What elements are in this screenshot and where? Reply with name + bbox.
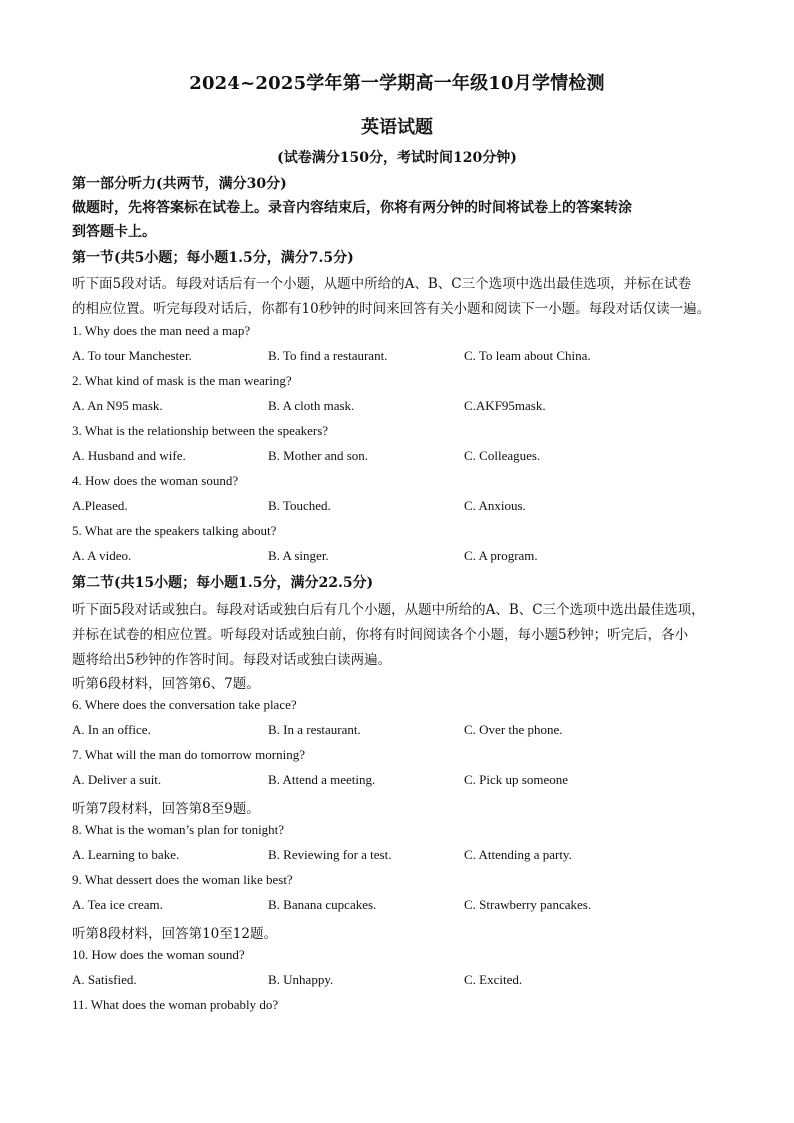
part1-heading: 第一部分听力(共两节，满分30分) (72, 176, 287, 192)
subject-title: 英语试题 (361, 117, 433, 138)
question-stem: 1. Why does the man need a map? (72, 323, 251, 338)
option-b: B. A cloth mask. (268, 398, 355, 413)
question-stem: 7. What will the man do tomorrow morning? (72, 747, 305, 762)
option-c: C. Pick up someone (464, 772, 568, 787)
option-a: A. A video. (72, 548, 132, 563)
option-b: B. A singer. (268, 548, 329, 563)
question-stem: 9. What dessert does the woman like best? (72, 872, 293, 887)
exam-title: 2024~2025学年第一学期高一年级10月学情检测 (189, 73, 605, 94)
question-stem: 8. What is the woman’s plan for tonight? (72, 822, 285, 837)
option-a: A. An N95 mask. (72, 398, 163, 413)
option-a: A. Husband and wife. (72, 448, 186, 463)
section1-heading: 第一节(共5小题；每小题1.5分，满分7.5分) (72, 250, 354, 266)
exam-info: (试卷满分150分，考试时间120分钟) (277, 150, 517, 166)
option-b: B. Attend a meeting. (268, 772, 376, 787)
question-stem: 3. What is the relationship between the speakers? (72, 423, 329, 438)
option-c: C. Colleagues. (464, 448, 541, 463)
option-c: C. A program. (464, 548, 538, 563)
question-stem: 4. How does the woman sound? (72, 473, 239, 488)
option-a: A. Deliver a suit. (72, 772, 162, 787)
option-c: C. Over the phone. (464, 722, 563, 737)
option-a: A.Pleased. (72, 498, 128, 513)
option-c: C. To leam about China. (464, 348, 591, 363)
option-b: B. Mother and son. (268, 448, 369, 463)
section2-directions-line3: 题将给出5秒钟的作答时间。每段对话或独白读两遍。 (72, 652, 392, 668)
option-b: B. In a restaurant. (268, 722, 361, 737)
option-c: C. Excited. (464, 972, 523, 987)
option-b: B. To find a restaurant. (268, 348, 388, 363)
question-stem: 2. What kind of mask is the man wearing? (72, 373, 292, 388)
section1-directions-line1: 听下面5段对话。每段对话后有一个小题，从题中所给的A、B、C三个选项中选出最佳选项，并标在试卷 (72, 276, 692, 292)
material-8-label: 听第8段材料，回答第10至12题。 (72, 926, 277, 942)
question-stem: 5. What are the speakers talking about? (72, 523, 277, 538)
option-a: A. In an office. (72, 722, 151, 737)
option-c: C. Anxious. (464, 498, 526, 513)
option-a: A. Tea ice cream. (72, 897, 163, 912)
option-a: A. Satisfied. (72, 972, 137, 987)
question-stem: 10. How does the woman sound? (72, 947, 245, 962)
option-a: A. To tour Manchester. (72, 348, 192, 363)
question-stem: 11. What does the woman probably do? (72, 997, 279, 1012)
option-c: C.AKF95mask. (464, 398, 546, 413)
option-b: B. Banana cupcakes. (268, 897, 377, 912)
section2-heading: 第二节(共15小题；每小题1.5分，满分22.5分) (72, 575, 374, 591)
material-6-label: 听第6段材料，回答第6、7题。 (72, 676, 260, 692)
option-b: B. Touched. (268, 498, 331, 513)
material-7-label: 听第7段材料，回答第8至9题。 (72, 801, 260, 817)
option-a: A. Learning to bake. (72, 847, 180, 862)
option-b: B. Reviewing for a test. (268, 847, 392, 862)
part1-instruction-line1: 做题时，先将答案标在试卷上。录音内容结束后，你将有两分钟的时间将试卷上的答案转涂 (72, 200, 632, 216)
option-b: B. Unhappy. (268, 972, 334, 987)
part1-instruction-line2: 到答题卡上。 (72, 224, 156, 240)
option-c: C. Attending a party. (464, 847, 572, 862)
section2-directions-line2: 并标在试卷的相应位置。听每段对话或独白前，你将有时间阅读各个小题，每小题5秒钟；听完后，各小 (72, 627, 689, 643)
option-c: C. Strawberry pancakes. (464, 897, 592, 912)
section2-directions-line1: 听下面5段对话或独白。每段对话或独白后有几个小题，从题中所给的A、B、C三个选项中选出最佳选项， (72, 602, 705, 618)
question-stem: 6. Where does the conversation take place? (72, 697, 297, 712)
section1-directions-line2: 的相应位置。听完每段对话后，你都有10秒钟的时间来回答有关小题和阅读下一小题。每段对话仅读一遍。 (72, 301, 711, 317)
